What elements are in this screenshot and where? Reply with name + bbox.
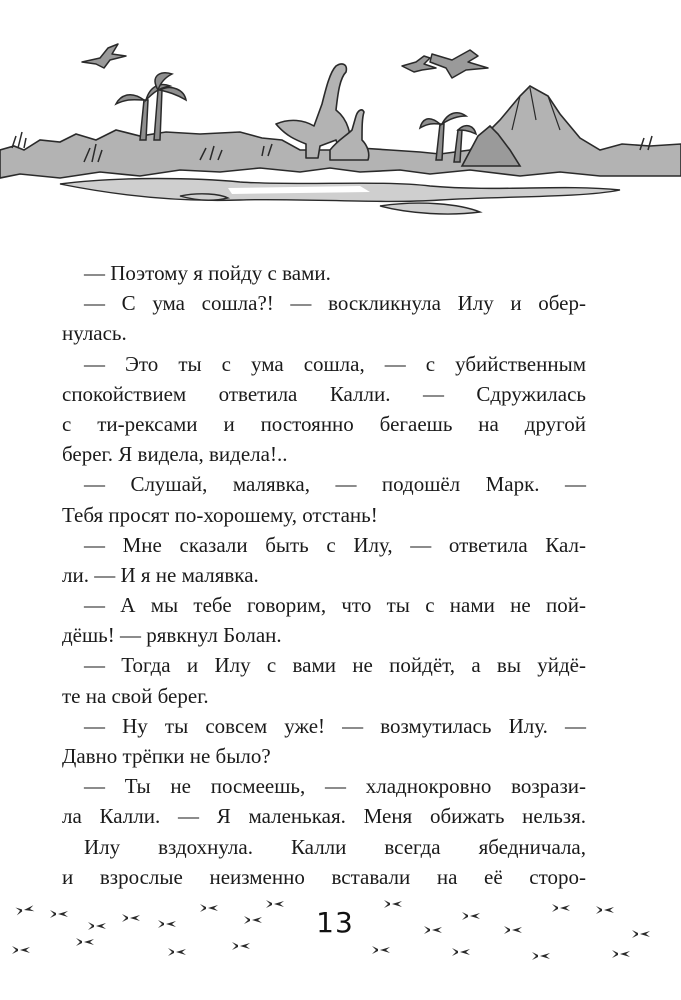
footprint-icon — [88, 922, 106, 930]
footprint-icon — [552, 904, 570, 912]
text-line: — Поэтому я пойду с вами. — [84, 261, 331, 285]
footprint-icon — [462, 912, 480, 920]
text-line: ла Калли. — Я маленькая. Меня обижать нельзя. — [62, 804, 586, 829]
text-line: — Слушай, малявка, — подошёл Марк. — — [84, 472, 586, 497]
footprint-icon — [266, 900, 284, 908]
footprint-icon — [632, 930, 650, 938]
text-line: нулась. — [62, 321, 127, 346]
text-line: — Это ты с ума сошла, — с убийственным — [84, 351, 586, 376]
body-text — [62, 258, 586, 892]
footprint-icon — [504, 926, 522, 934]
footprint-icon — [232, 942, 250, 950]
water-reflection — [60, 179, 620, 215]
text-line: Давно трёпки не было? — [62, 744, 271, 768]
palm-trees-left-icon — [116, 73, 186, 140]
text-line: и взрослые неизменно вставали на её сторо- — [62, 864, 586, 889]
footprint-icon — [532, 952, 550, 960]
text-line: — Ну ты совсем уже! — возмутилась Илу. — — [84, 713, 586, 738]
footprint-icon — [384, 900, 402, 908]
text-line: — Ты не посмеешь, — хладнокровно возрази- — [84, 774, 586, 799]
text-line: ли. — И я не малявка. — [62, 562, 259, 587]
text-line: Тебя просят по-хорошему, отстань! — [62, 502, 378, 527]
text-line: дёшь! — рявкнул Болан. — [62, 623, 282, 648]
pterodactyl-right-2-icon — [430, 50, 488, 78]
footprint-icon — [244, 916, 262, 924]
text-line: те на свой берег. — [62, 683, 209, 708]
text-line: берег. Я видела, видела!.. — [62, 442, 288, 467]
footprint-icon — [596, 906, 614, 914]
text-line: — А мы тебе говорим, что ты с нами не пой- — [84, 593, 586, 618]
footprint-icon — [200, 904, 218, 912]
footprint-icon — [76, 938, 94, 946]
footprint-icon — [122, 914, 140, 922]
footprint-icon — [12, 946, 30, 954]
footprint-icon — [168, 948, 186, 956]
footprint-icon — [612, 950, 630, 958]
text-line: с ти-рексами и постоянно бегаешь на другой — [62, 411, 586, 436]
text-line: — Мне сказали быть с Илу, — ответила Кал- — [84, 532, 586, 557]
footprint-icon — [424, 926, 442, 934]
text-line: — С ума сошла?! — воскликнула Илу и обер- — [84, 291, 586, 316]
pterodactyl-left-icon — [82, 44, 126, 68]
footprint-icon — [50, 910, 68, 918]
footprint-icon — [452, 948, 470, 956]
text-line: Илу вздохнула. Калли всегда ябедничала, — [84, 834, 586, 859]
footprint-icon — [372, 946, 390, 954]
text-line: спокойствием ответила Калли. — Сдружилась — [62, 381, 586, 406]
page-number: 13 — [316, 906, 354, 939]
footprint-icon — [15, 904, 34, 915]
text-line: — Тогда и Илу с вами не пойдёт, а вы уйдё- — [84, 653, 586, 678]
header-illustration — [0, 0, 681, 240]
footprint-icon — [158, 920, 176, 928]
